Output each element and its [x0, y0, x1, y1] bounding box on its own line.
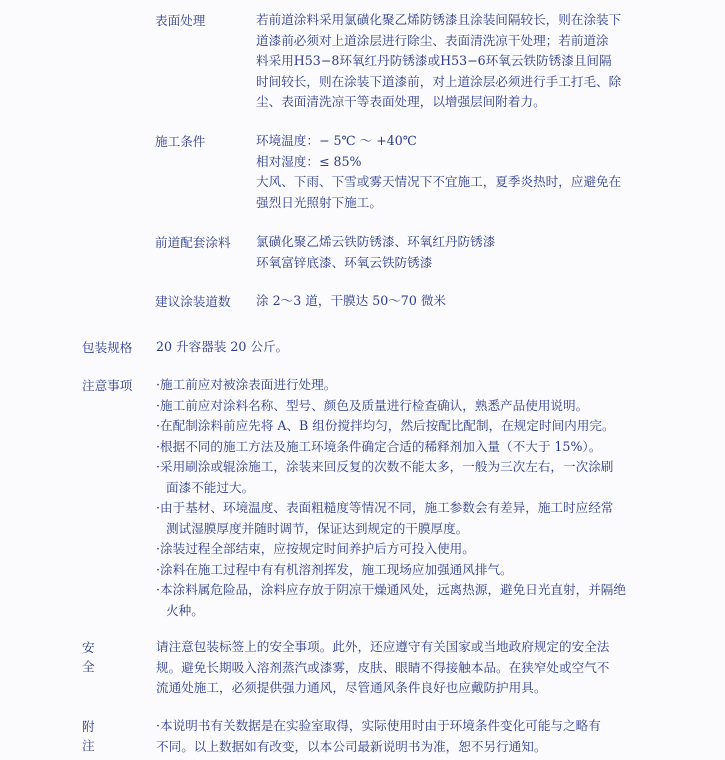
- text-line: 尘、表面清洗凉干等表面处理，以增强层间附着力。: [256, 94, 546, 109]
- notes-list: [156, 375, 678, 621]
- note-item: ·施工前应对被涂表面进行处理。: [156, 377, 337, 392]
- text-line: 时间较长，则在涂装下道漆前，对上道涂层必须进行手工打毛、除: [256, 73, 622, 89]
- text-line: 强烈日光照射下施工。: [256, 194, 382, 210]
- note-item: ·施工前应对涂料名称、型号、颜色及质量进行检查确认，熟悉产品使用说明。: [156, 397, 589, 413]
- note-item: ·根据不同的施工方法及施工环境条件确定合适的稀释剂加入量（不大于 15%）。: [156, 438, 602, 454]
- note-item-continued: 面漆不能过大。: [166, 479, 255, 495]
- text-line: 料采用H53−8环氧红丹防锈漆或H53−6环氧云铁防锈漆且间隔: [256, 53, 612, 68]
- notes-label: 注意事项: [82, 378, 133, 393]
- note-item: ·在配制涂料前应先将 A、B 组份搅拌均匀，然后按配比配制，在规定时间内用完。: [156, 418, 615, 433]
- text-line: 道漆前必须对上道涂层进行除尘、表面清洗凉干处理；若前道涂: [256, 32, 609, 48]
- safety-label: 安全: [82, 640, 121, 674]
- conditions-label: 施工条件: [155, 134, 206, 149]
- text-line: 流通处施工，必须提供强力通风，尽管通风条件良好也应戴防护用具。: [156, 680, 547, 695]
- safety-text: [156, 637, 678, 699]
- text-line: 涂 2～3 道，干膜达 50～70 微米: [256, 293, 447, 308]
- packaging-text: 20 升容器装 20 公斤。: [156, 339, 289, 354]
- note-item: ·由于基材、环境温度、表面粗糙度等情况不同，施工参数会有差异，施工时应经常: [156, 500, 614, 515]
- text-line: ·本说明书有关数据是在实验室取得，实际使用时由于环境条件变化可能与之略有: [156, 718, 601, 733]
- text-line: 规。避免长期吸入溶剂蒸汽或漆雾，皮肤、眼睛不得接触本品。在狭窄处或空气不: [156, 659, 610, 675]
- packaging-label: 包装规格: [82, 340, 133, 355]
- text-line: 相对湿度：≤ 85%: [256, 153, 362, 169]
- surface-treatment-label: 表面处理: [155, 13, 206, 28]
- surface-treatment-text: [256, 10, 676, 113]
- text-line: 环境温度：− 5℃ ～ +40℃: [256, 133, 417, 148]
- primer-text: [256, 232, 676, 273]
- text-line: 若前道涂料采用氯磺化聚乙烯防锈漆且涂装间隔较长，则在涂装下: [256, 12, 622, 27]
- text-line: 氯磺化聚乙烯云铁防锈漆、环氧红丹防锈漆: [256, 234, 496, 249]
- text-line: 不同。以上数据如有改变，以本公司最新说明书为准，恕不另行通知。: [156, 738, 547, 754]
- primer-label: 前道配套涂料: [155, 235, 231, 250]
- remarks-text: [156, 716, 678, 757]
- note-item-continued: 测试湿膜厚度并随时调节，保证达到规定的干膜厚度。: [166, 520, 469, 536]
- text-line: 大风、下雨、下雪或雾天情况下不宜施工，夏季炎热时，应避免在: [256, 174, 622, 189]
- note-item: ·涂料在施工过程中有有机溶剂挥发，施工现场应加强通风排气。: [156, 561, 513, 577]
- note-item-continued: 火种。: [166, 602, 204, 618]
- note-item: ·涂装过程全部结束，应按规定时间养护后方可投入使用。: [156, 541, 475, 556]
- coats-label: 建议涂装道数: [155, 294, 231, 309]
- coats-text: [256, 291, 676, 312]
- note-item: ·采用刷涂或辊涂施工，涂装来回反复的次数不能太多，一般为三次左右，一次涂刷: [156, 459, 614, 474]
- text-line: 环氧富锌底漆、环氧云铁防锈漆: [256, 254, 433, 270]
- note-item: ·本涂料属危险品，涂料应存放于阴凉干燥通风处，远离热源，避免日光直射，并隔绝: [156, 582, 626, 597]
- remarks-label: 附注: [82, 719, 121, 753]
- text-line: 请注意包装标签上的安全事项。此外，还应遵守有关国家或当地政府规定的安全法: [156, 639, 610, 654]
- conditions-text: [256, 131, 676, 213]
